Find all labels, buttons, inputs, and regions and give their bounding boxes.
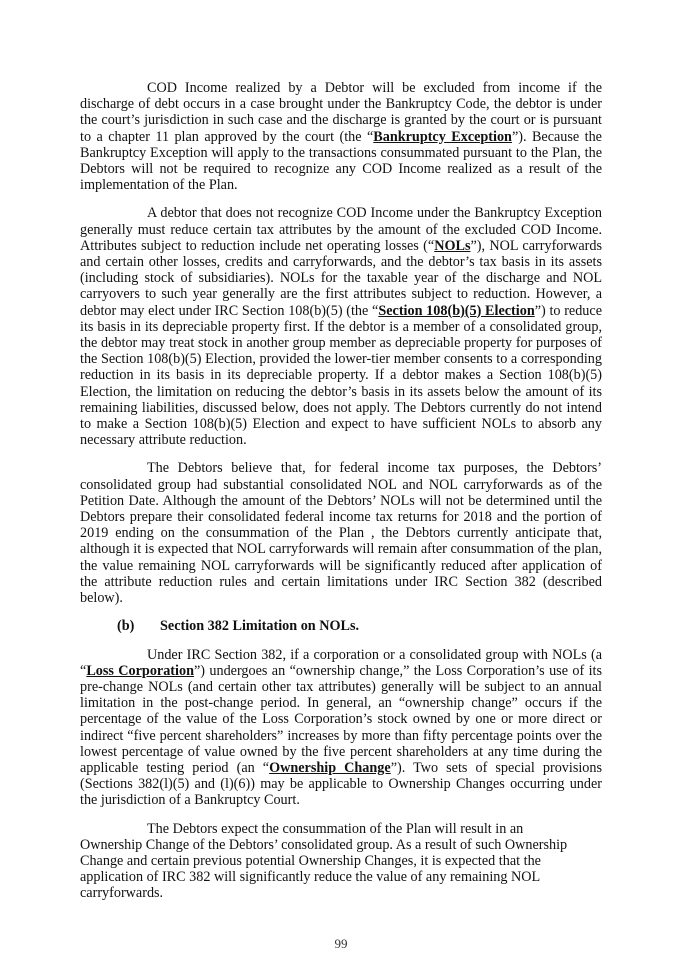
paragraph-text: ”). Because the Bankruptcy Exception will apply to the transactions consummated pursuant to the Plan, the Debtors will not be required to recognize any COD Income realized as a result of the implementation of the Plan.: [80, 128, 602, 194]
paragraph-text: ”) undergoes an “ownership change,” the Loss Corporation’s use of its pre-change NOLs (and certain other tax attributes) generally will be subject to an annual limitation in the post-change period. In general, an “ownership change” occurs if the percentage of the value of the Loss Corporation’s stock owned by one or more direct or indirect “five percent shareholders” increases by more than fifty percentage points over the lowest percentage of value owned by the five percent shareholders at any time during the applicable testing period (an “: [80, 662, 602, 776]
defined-term: Ownership Change: [269, 759, 391, 776]
section-heading-number: (b): [117, 618, 135, 635]
paragraph-text: ”). Two sets of special provisions (Sections 382(l)(5) and (l)(6)) may be applicable to Ownership Changes occurring under the jurisdiction of a Bankruptcy Court.: [80, 759, 602, 809]
paragraph-text: The Debtors believe that, for federal income tax purposes, the Debtors’ consolidated group had substantial consolidated NOL and NOL carryforwards as of the Petition Date. Although the amount of the Debtors’ NOLs will not be determined until the Debtors prepare their consolidated federal income tax returns for 2018 and the portion of 2019 ending on the consummation of the Plan , the Debtors currently anticipate that, although it is expected that NOL carryforwards will remain after consummation of the plan, the value remaining NOL carryforwards will be significantly reduced after application of the attribute reduction rules and certain limitations under IRC Section 382 (described below).: [80, 460, 602, 607]
defined-term: Loss Corporation: [86, 662, 194, 679]
section-heading: [117, 618, 602, 634]
page-number: 99: [334, 935, 348, 951]
paragraph-text: ”), NOL carryforwards and certain other losses, credits and carryforwards, and the debtor’s tax basis in its assets (including stock of subsidiaries). NOLs for the taxable year of the discharge and NOL carryovers to such year generally are the first attributes subject to reduction. However, a debtor may elect under IRC Section 108(b)(5) (the “: [80, 237, 602, 319]
paragraph-bankruptcy-exception: [80, 80, 602, 193]
defined-term: NOLs: [434, 237, 471, 254]
paragraph-nol-carryforwards: [80, 460, 602, 606]
paragraph-attribute-reduction: [80, 205, 602, 448]
paragraph-section-382: [80, 647, 602, 809]
paragraph-text: The Debtors expect the consummation of the Plan will result in an Ownership Change of the Debtors’ consolidated group. As a result of such Ownership Change and certain previous potential Ownership Changes, it is expected that the application of IRC 382 will significantly reduce the value of any remaining NOL carryforwards.: [80, 820, 568, 902]
paragraph-ownership-change-expectation: [80, 821, 602, 902]
defined-term: Section 108(b)(5) Election: [378, 302, 535, 319]
paragraph-text: COD Income realized by a Debtor will be excluded from income if the discharge of debt occurs in a case brought under the Bankruptcy Code, the debtor is under the court’s jurisdiction in such case and the discharge is granted by the court or is pursuant to a chapter 11 plan approved by the court (the “: [80, 80, 602, 145]
paragraph-text: Under IRC Section 382, if a corporation or a consolidated group with NOLs (a “: [80, 646, 602, 679]
section-heading-title: Section 382 Limitation on NOLs.: [160, 618, 360, 635]
defined-term: Bankruptcy Exception: [373, 128, 512, 145]
paragraph-text: A debtor that does not recognize COD Income under the Bankruptcy Exception generally must reduce certain tax attributes by the amount of the excluded COD Income. Attributes subject to reduction include net operating losses (“: [80, 205, 602, 254]
paragraph-text: ”) to reduce its basis in its depreciable property first. If the debtor is a member of a consolidated group, the debtor may treat stock in another group member as depreciable property for purposes of the Section 108(b)(5) Election, provided the lower-tier member consents to a corresponding reduction in its basis in its depreciable property. If a debtor makes a Section 108(b)(5) Election, the limitation on reducing the debtor’s basis in its assets below the amount of its remaining liabilities, discussed below, does not apply. The Debtors currently do not intend to make a Section 108(b)(5) Election and expect to have sufficient NOLs to absorb any necessary attribute reduction.: [80, 302, 602, 449]
